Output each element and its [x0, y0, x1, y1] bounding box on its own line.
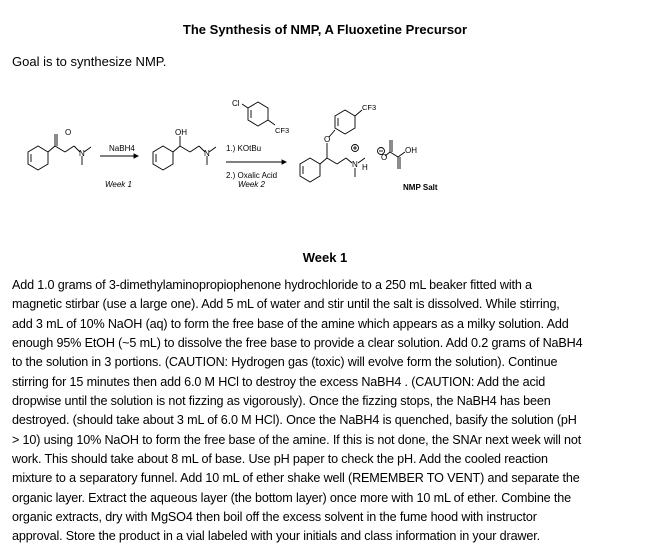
procedure-line: organic extracts, dry with MgSO4 then boil off the excess solvent in the fume hood with instructor [12, 510, 537, 525]
reagent-nabh4: NaBH4 [109, 144, 135, 153]
procedure-line: enough 95% EtOH (~5 mL) to dissolve the free base to provide a clear solution. Add 0.2 grams of NaBH4 [12, 336, 583, 351]
procedure-line: stirring for 15 minutes then add 6.0 M HCl to destroy the excess NaBH4 . (CAUTION: Add the acid [12, 374, 546, 389]
section-heading-week-1: Week 1 [302, 250, 348, 265]
atom-label: OH [405, 146, 417, 155]
procedure-line: mixture to a separatory funnel. Add 10 mL of ether shake well (REMEMBER TO VENT) and separate the [12, 471, 580, 486]
atom-label-cf3: CF3 [275, 126, 290, 135]
atom-label: N [204, 149, 210, 158]
step-label-week-2: Week 2 [238, 180, 265, 189]
document-title: The Synthesis of NMP, A Fluoxetine Precursor [182, 22, 468, 37]
procedure-line: approval. Store the product in a vial labeled with your initials and class information in your drawer. [12, 529, 540, 544]
nmp-salt-structure [300, 110, 405, 182]
procedure-line: magnetic stirbar (use a large one). Add 5 mL of water and stir until the salt is dissolved. While stirring, [12, 297, 560, 312]
aryl-chloride-structure [242, 102, 275, 126]
reaction-scheme [0, 90, 650, 200]
procedure-line: work. This should take about 8 mL of base. Use pH paper to check the pH. Add the cooled reaction [12, 452, 548, 467]
procedure-line: > 10) using 10% NaOH to form the free base of the amine. If this is not done, the SNAr next week will not [12, 432, 582, 447]
atom-label: O [65, 128, 72, 137]
atom-label: O [324, 135, 331, 144]
atom-label-cf3: CF3 [362, 103, 377, 112]
procedure-line: organic layer. Extract the aqueous layer (the bottom layer) once more with 10 mL of ether. Combine the [12, 490, 571, 505]
step-label-week-1: Week 1 [105, 180, 132, 189]
procedure-paragraph [12, 276, 582, 547]
reagent-oxalic-acid: 2.) Oxalic Acid [226, 171, 278, 180]
procedure-line: destroyed. (should take about 3 mL of 6.0 M HCl). Once the NaBH4 is quenched, basify the solution (pH [12, 413, 577, 428]
atom-label: OH [175, 128, 187, 137]
atom-label: O [381, 153, 388, 162]
atom-label: N [79, 149, 85, 158]
reagent-kotbu: 1.) KOtBu [226, 144, 262, 153]
procedure-line: to the solution in 3 portions. (CAUTION: Hydrogen gas (toxic) will evolve form the solution). Continue [12, 355, 558, 370]
procedure-line: add 3 mL of 10% NaOH (aq) to form the free base of the amine which appears as a milky solution. Add [12, 316, 569, 331]
goal-text: Goal is to synthesize NMP. [12, 54, 167, 69]
atom-label-cl: Cl [232, 99, 240, 108]
procedure-line: Add 1.0 grams of 3-dimethylaminopropiophenone hydrochloride to a 250 mL beaker fitted with a [12, 278, 532, 292]
product-label: NMP Salt [403, 183, 438, 192]
atom-label: N [352, 160, 358, 169]
atom-label: H [362, 163, 368, 172]
procedure-line: dropwise until the solution is not fizzing as vigorously). Once the fizzing stops, the NaBH4 has been [12, 394, 551, 409]
